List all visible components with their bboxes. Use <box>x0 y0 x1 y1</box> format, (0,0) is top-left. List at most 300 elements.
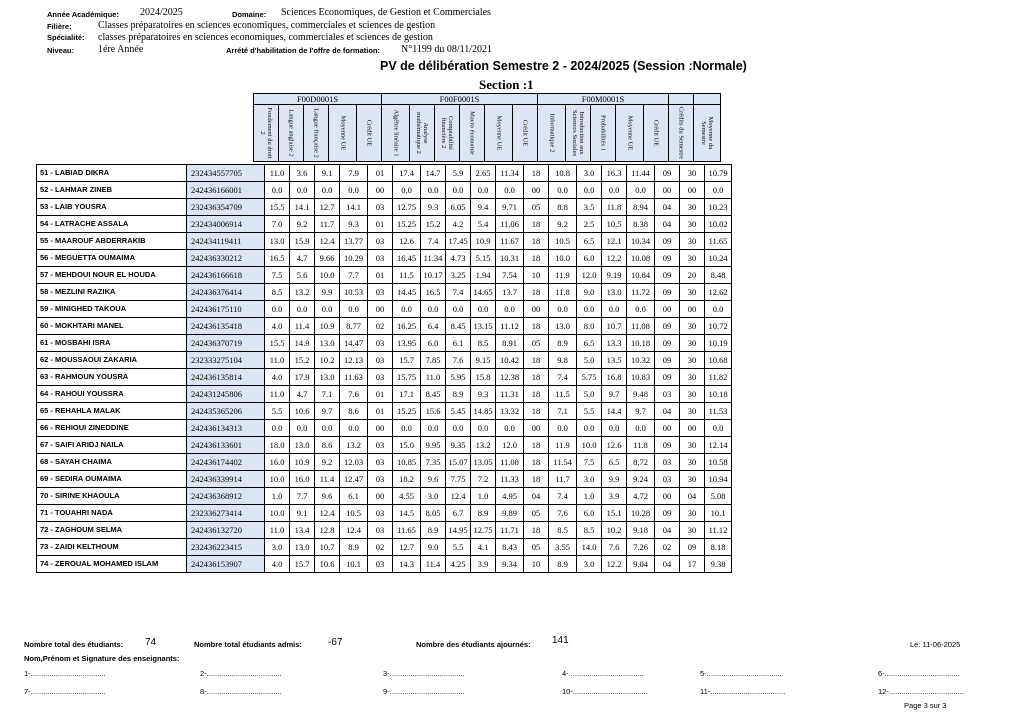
grade-cell: 10.18 <box>627 335 655 352</box>
grade-cell: 9.38 <box>705 556 732 573</box>
grade-cell: 13.0 <box>602 284 627 301</box>
total-value: 74 <box>145 637 157 648</box>
table-row <box>37 454 732 471</box>
grade-cell: 0.0 <box>471 301 496 318</box>
grade-cell: 4.95 <box>496 488 524 505</box>
grade-cell: 01 <box>368 216 393 233</box>
column-header: Probabilités 1 <box>591 105 616 162</box>
column-header: Moyenne UE <box>329 105 357 162</box>
grade-cell: 12.4 <box>446 488 471 505</box>
grade-cell: 13.0 <box>315 369 340 386</box>
grade-cell: 04 <box>655 522 680 539</box>
column-header: Fondement du droit 2 <box>254 105 279 162</box>
grade-cell: 9.2 <box>315 454 340 471</box>
grade-cell: 11.9 <box>549 437 577 454</box>
grade-cell: 17.4 <box>393 165 421 182</box>
grade-cell: 9.1 <box>290 505 315 522</box>
grade-cell: 8.6 <box>315 437 340 454</box>
student-name: 57 - MEHDOUI NOUR EL HOUDA <box>37 267 187 284</box>
grade-cell: 10.5 <box>340 505 368 522</box>
grade-cell: 00 <box>655 182 680 199</box>
grade-cell: 30 <box>680 335 705 352</box>
table-row <box>37 233 732 250</box>
table-row <box>37 522 732 539</box>
grade-cell: 04 <box>655 216 680 233</box>
grade-cell: 4.1 <box>471 539 496 556</box>
grade-cell: 0.0 <box>265 182 290 199</box>
grade-cell: 05 <box>524 199 549 216</box>
grade-cell: 9.15 <box>471 352 496 369</box>
grade-cell: 8.9 <box>471 505 496 522</box>
grade-cell: 3.6 <box>290 165 315 182</box>
grade-cell: 6.4 <box>421 318 446 335</box>
grade-cell: 03 <box>368 556 393 573</box>
grade-cell: 14.95 <box>446 522 471 539</box>
student-name: 52 - LAHMAR ZINEB <box>37 182 187 199</box>
student-matricule: 232434006914 <box>187 216 265 233</box>
grade-cell: 10.9 <box>315 318 340 335</box>
grade-cell: 10.5 <box>549 233 577 250</box>
grade-cell: 17.1 <box>393 386 421 403</box>
grade-cell: 4.0 <box>265 369 290 386</box>
grade-cell: 3.55 <box>549 539 577 556</box>
grade-cell: 5.15 <box>471 250 496 267</box>
grade-cell: 09 <box>655 233 680 250</box>
column-header: Comptabilité financière 2 <box>435 105 460 162</box>
grade-cell: 30 <box>680 454 705 471</box>
grade-cell: 10.24 <box>705 250 732 267</box>
grade-cell: 18 <box>524 437 549 454</box>
column-header: Moyenne UE <box>485 105 513 162</box>
signature-line: 1-.................................... <box>24 669 106 678</box>
grade-cell: 09 <box>655 335 680 352</box>
grade-cell: 3.0 <box>577 165 602 182</box>
grade-cell: 09 <box>655 284 680 301</box>
grade-cell: 10.58 <box>705 454 732 471</box>
grade-cell: 9.0 <box>577 284 602 301</box>
grade-cell: 0.0 <box>496 301 524 318</box>
grade-cell: 6.5 <box>602 454 627 471</box>
grade-cell: 9.7 <box>315 403 340 420</box>
grade-cell: 04 <box>524 488 549 505</box>
grade-cell: 9.35 <box>446 437 471 454</box>
grade-cell: 10.29 <box>340 250 368 267</box>
grade-cell: 1.0 <box>471 488 496 505</box>
grade-cell: 4.0 <box>265 318 290 335</box>
grade-cell: 6.1 <box>446 335 471 352</box>
grade-cell: 11.63 <box>340 369 368 386</box>
grade-cell: 0.0 <box>446 420 471 437</box>
grade-cell: 6.5 <box>577 335 602 352</box>
grade-cell: 18 <box>524 352 549 369</box>
grade-cell: 11.54 <box>549 454 577 471</box>
grade-cell: 4.2 <box>446 216 471 233</box>
grade-cell: 10.7 <box>315 539 340 556</box>
grade-cell: 3.9 <box>471 556 496 573</box>
grade-cell: 00 <box>524 182 549 199</box>
group-header: F00M0001S <box>538 94 669 105</box>
grade-cell: 9.71 <box>496 199 524 216</box>
grade-cell: 18.0 <box>265 437 290 454</box>
grade-cell: 00 <box>368 301 393 318</box>
grade-cell: 10.17 <box>421 267 446 284</box>
grade-cell: 11.06 <box>496 216 524 233</box>
grade-cell: 9.8 <box>549 352 577 369</box>
signature-line: 9-.................................... <box>383 687 465 696</box>
grade-cell: 11.0 <box>265 386 290 403</box>
grade-cell: 7.54 <box>496 267 524 284</box>
grade-cell: 12.4 <box>315 233 340 250</box>
grade-cell: 0.0 <box>290 182 315 199</box>
grade-cell: 2.5 <box>577 216 602 233</box>
grade-cell: 7.6 <box>446 352 471 369</box>
student-matricule: 242436133601 <box>187 437 265 454</box>
grade-cell: 00 <box>524 420 549 437</box>
table-row <box>37 403 732 420</box>
grade-cell: 8.9 <box>446 386 471 403</box>
grade-cell: 4.0 <box>265 556 290 573</box>
grade-cell: 12.6 <box>602 437 627 454</box>
student-matricule: 232436223415 <box>187 539 265 556</box>
grade-cell: 8.9 <box>421 522 446 539</box>
student-name: 65 - REHAHLA MALAK <box>37 403 187 420</box>
grade-cell: 8.5 <box>471 335 496 352</box>
grade-cell: 18 <box>524 386 549 403</box>
signature-line: 5-.................................... <box>700 669 782 678</box>
grade-cell: 10.19 <box>705 335 732 352</box>
grade-cell: 13.2 <box>471 437 496 454</box>
grade-cell: 10.94 <box>705 471 732 488</box>
grade-cell: 9.18 <box>627 522 655 539</box>
student-matricule: 242435365206 <box>187 403 265 420</box>
grade-cell: 10.2 <box>602 522 627 539</box>
grade-cell: 6.7 <box>446 505 471 522</box>
grade-cell: 03 <box>655 454 680 471</box>
grade-cell: 02 <box>368 318 393 335</box>
table-row <box>37 556 732 573</box>
grade-cell: 0.0 <box>315 182 340 199</box>
grade-cell: 8.43 <box>496 539 524 556</box>
grade-cell: 13.15 <box>471 318 496 335</box>
grade-cell: 6.0 <box>577 250 602 267</box>
grade-cell: 13.7 <box>496 284 524 301</box>
grade-cell: 9.6 <box>421 471 446 488</box>
grade-cell: 00 <box>655 488 680 505</box>
grade-cell: 15.6 <box>421 403 446 420</box>
admis-label: Nombre total étudiants admis: <box>194 640 302 649</box>
grade-cell: 3.25 <box>446 267 471 284</box>
grade-cell: 12.1 <box>602 233 627 250</box>
grade-cell: 10.1 <box>705 505 732 522</box>
arrete-value: N°1199 du 08/11/2021 <box>401 44 493 55</box>
grade-cell: 12.75 <box>471 522 496 539</box>
student-name: 72 - ZAGHOUM SELMA <box>37 522 187 539</box>
grade-cell: 0.0 <box>290 420 315 437</box>
grade-cell: 0.0 <box>577 420 602 437</box>
table-row <box>37 165 732 182</box>
grade-cell: 3.9 <box>602 488 627 505</box>
grade-cell: 7.85 <box>421 352 446 369</box>
grade-cell: 16.0 <box>265 454 290 471</box>
grade-cell: 17.9 <box>290 369 315 386</box>
signature-line: 7-.................................... <box>24 687 106 696</box>
student-matricule: 242436166001 <box>187 182 265 199</box>
table-row <box>37 216 732 233</box>
grade-cell: 18 <box>524 216 549 233</box>
student-matricule: 242436339914 <box>187 471 265 488</box>
grade-cell: 8.77 <box>340 318 368 335</box>
grade-cell: 09 <box>680 539 705 556</box>
grade-cell: 18 <box>524 454 549 471</box>
grade-cell: 12.4 <box>315 505 340 522</box>
grade-cell: 11.65 <box>705 233 732 250</box>
grade-cell: 15.7 <box>393 352 421 369</box>
total-label: Nombre total des étudiants: <box>24 640 124 649</box>
grade-cell: 00 <box>655 301 680 318</box>
grade-cell: 12.2 <box>602 250 627 267</box>
grade-cell: 10.28 <box>627 505 655 522</box>
student-matricule: 242436370719 <box>187 335 265 352</box>
student-matricule: 232434557705 <box>187 165 265 182</box>
signature-line: 11-.................................... <box>700 687 786 696</box>
grade-cell: 9.2 <box>290 216 315 233</box>
grade-cell: 18 <box>524 403 549 420</box>
grade-cell: 12.13 <box>340 352 368 369</box>
grade-cell: 7.75 <box>446 471 471 488</box>
grade-cell: 9.2 <box>549 216 577 233</box>
student-matricule: 242436135418 <box>187 318 265 335</box>
grade-cell: 8.9 <box>549 335 577 352</box>
grade-cell: 30 <box>680 199 705 216</box>
grade-cell: 7.5 <box>265 267 290 284</box>
grade-cell: 10.84 <box>627 267 655 284</box>
grade-cell: 7.35 <box>421 454 446 471</box>
grade-cell: 10.79 <box>705 165 732 182</box>
student-name: 69 - SEDIRA OUMAIMA <box>37 471 187 488</box>
table-row <box>37 386 732 403</box>
student-name: 73 - ZAIDI KELTHOUM <box>37 539 187 556</box>
grade-cell: 12.47 <box>340 471 368 488</box>
student-name: 55 - MAAROUF ABDERRAKIB <box>37 233 187 250</box>
grade-cell: 14.0 <box>577 539 602 556</box>
grade-cell: 5.9 <box>446 165 471 182</box>
grade-cell: 13.32 <box>496 403 524 420</box>
student-matricule: 242434119411 <box>187 233 265 250</box>
table-row <box>37 284 732 301</box>
grade-cell: 12.6 <box>393 233 421 250</box>
grade-cell: 10.31 <box>496 250 524 267</box>
annee-value: 2024/2025 <box>140 7 183 18</box>
grade-cell: 7.26 <box>627 539 655 556</box>
grade-cell: 1.0 <box>577 488 602 505</box>
grade-cell: 00 <box>368 488 393 505</box>
student-matricule: 242436166618 <box>187 267 265 284</box>
grade-cell: 12.8 <box>315 522 340 539</box>
grade-cell: 05 <box>524 539 549 556</box>
specialite-value: classes préparatoires en sciences economiques, commerciales et sciences de gestion <box>98 32 433 43</box>
table-row <box>37 318 732 335</box>
grade-cell: 10.72 <box>705 318 732 335</box>
grade-cell: 18 <box>524 369 549 386</box>
grade-cell: 30 <box>680 284 705 301</box>
grade-cell: 09 <box>655 369 680 386</box>
student-matricule: 242436376414 <box>187 284 265 301</box>
table-row <box>37 250 732 267</box>
grade-cell: 7.1 <box>315 386 340 403</box>
grade-cell: 09 <box>655 267 680 284</box>
grade-cell: 7.5 <box>577 454 602 471</box>
grade-cell: 09 <box>655 165 680 182</box>
grade-cell: 11.8 <box>602 199 627 216</box>
grade-cell: 18 <box>524 165 549 182</box>
grade-cell: 09 <box>655 250 680 267</box>
grade-cell: 5.5 <box>265 403 290 420</box>
grade-cell: 01 <box>368 267 393 284</box>
grade-cell: 3.0 <box>577 556 602 573</box>
grade-cell: 9.34 <box>496 556 524 573</box>
grade-cell: 9.95 <box>421 437 446 454</box>
grade-cell: 11.82 <box>705 369 732 386</box>
grade-cell: 5.6 <box>290 267 315 284</box>
grade-cell: 6.05 <box>446 199 471 216</box>
grade-cell: 16.8 <box>602 369 627 386</box>
grade-cell: 00 <box>524 301 549 318</box>
table-row <box>37 539 732 556</box>
grade-cell: 9.7 <box>602 386 627 403</box>
grade-cell: 5.95 <box>446 369 471 386</box>
student-matricule: 242436368912 <box>187 488 265 505</box>
grade-cell: 0.0 <box>340 182 368 199</box>
grade-cell: 9.0 <box>421 539 446 556</box>
student-name: 70 - SIRINE KHAOULA <box>37 488 187 505</box>
grade-cell: 1.94 <box>471 267 496 284</box>
grade-cell: 10.0 <box>549 250 577 267</box>
grade-cell: 7.6 <box>602 539 627 556</box>
grade-cell: 8.48 <box>705 267 732 284</box>
grade-cell: 15.5 <box>265 199 290 216</box>
grade-cell: 8.8 <box>549 199 577 216</box>
grade-cell: 03 <box>368 335 393 352</box>
grade-cell: 10 <box>524 556 549 573</box>
table-row <box>37 335 732 352</box>
grade-cell: 05 <box>524 505 549 522</box>
admis-value: -67 <box>328 637 343 648</box>
grade-cell: 11.71 <box>496 522 524 539</box>
column-header-table <box>253 93 721 162</box>
grade-cell: 7.7 <box>340 267 368 284</box>
grade-cell: 0.0 <box>393 420 421 437</box>
grade-cell: 3.0 <box>265 539 290 556</box>
grade-cell: 16.5 <box>265 250 290 267</box>
grade-cell: 12.38 <box>496 369 524 386</box>
grade-cell: 8.9 <box>549 556 577 573</box>
filiere-label: Filière: <box>47 22 72 31</box>
grade-cell: 7.0 <box>265 216 290 233</box>
grade-cell: 15.5 <box>265 335 290 352</box>
grade-cell: 14.1 <box>340 199 368 216</box>
grade-cell: 30 <box>680 250 705 267</box>
niveau-value: 1ére Année <box>98 44 144 55</box>
grade-cell: 0.0 <box>290 301 315 318</box>
student-name: 66 - REHIOUI ZINEDDINE <box>37 420 187 437</box>
column-header: Algèbre linéaire 1 <box>382 105 410 162</box>
grade-cell: 8.5 <box>549 522 577 539</box>
student-matricule: 242436174402 <box>187 454 265 471</box>
grade-cell: 11.0 <box>265 165 290 182</box>
grade-cell: 10.9 <box>290 454 315 471</box>
column-header: Moyenne du Semestre <box>694 105 721 162</box>
grade-cell: 15.75 <box>393 369 421 386</box>
grade-cell: 7.6 <box>340 386 368 403</box>
grade-cell: 4.73 <box>446 250 471 267</box>
grade-cell: 03 <box>368 199 393 216</box>
grade-cell: 16.5 <box>421 284 446 301</box>
grade-cell: 0.0 <box>421 420 446 437</box>
grade-cell: 12.75 <box>393 199 421 216</box>
grade-cell: 0.0 <box>496 420 524 437</box>
grade-cell: 11.08 <box>627 318 655 335</box>
grade-cell: 11.8 <box>549 284 577 301</box>
grade-cell: 30 <box>680 386 705 403</box>
grade-cell: 8.5 <box>265 284 290 301</box>
grade-cell: 15.25 <box>393 216 421 233</box>
grade-cell: 10.0 <box>265 505 290 522</box>
grade-cell: 15.9 <box>290 233 315 250</box>
annee-label: Année Académique: <box>47 10 119 19</box>
signature-line: 4-.................................... <box>562 669 644 678</box>
grade-cell: 11.7 <box>315 216 340 233</box>
filiere-value: Classes préparatoires en sciences economiques, commerciales et sciences de gestion <box>98 20 436 31</box>
column-header: Crédits du Semestre <box>669 105 694 162</box>
grade-cell: 09 <box>655 505 680 522</box>
column-header: Moyenne UE <box>616 105 644 162</box>
grade-cell: 0.0 <box>549 420 577 437</box>
grade-cell: 12.7 <box>393 539 421 556</box>
grade-cell: 7.6 <box>549 505 577 522</box>
grade-cell: 7.4 <box>549 369 577 386</box>
grade-cell: 10.85 <box>393 454 421 471</box>
grade-cell: 02 <box>368 539 393 556</box>
table-row <box>37 437 732 454</box>
grade-cell: 13.2 <box>340 437 368 454</box>
grade-cell: 5.4 <box>471 216 496 233</box>
grade-cell: 6.0 <box>421 335 446 352</box>
grade-cell: 13.2 <box>290 284 315 301</box>
grade-cell: 01 <box>368 165 393 182</box>
grade-cell: 14.4 <box>602 403 627 420</box>
grade-cell: 6.1 <box>340 488 368 505</box>
grade-cell: 10.2 <box>315 352 340 369</box>
grade-cell: 10.7 <box>602 318 627 335</box>
grade-cell: 11.4 <box>421 556 446 573</box>
grade-cell: 17 <box>680 556 705 573</box>
grade-cell: 0.0 <box>705 301 732 318</box>
grade-cell: 5.0 <box>577 386 602 403</box>
student-name: 63 - RAHMOUN YOUSRA <box>37 369 187 386</box>
grade-cell: 11.53 <box>705 403 732 420</box>
grade-cell: 10.0 <box>265 471 290 488</box>
grade-cell: 18 <box>524 284 549 301</box>
grade-cell: 4.7 <box>290 386 315 403</box>
grade-cell: 10.23 <box>705 199 732 216</box>
grade-cell: 8.45 <box>421 386 446 403</box>
grade-cell: 13.0 <box>290 539 315 556</box>
grade-cell: 7.4 <box>446 284 471 301</box>
grade-cell: 0.0 <box>577 301 602 318</box>
grade-cell: 10.1 <box>340 556 368 573</box>
grade-cell: 12.7 <box>315 199 340 216</box>
grade-cell: 30 <box>680 369 705 386</box>
